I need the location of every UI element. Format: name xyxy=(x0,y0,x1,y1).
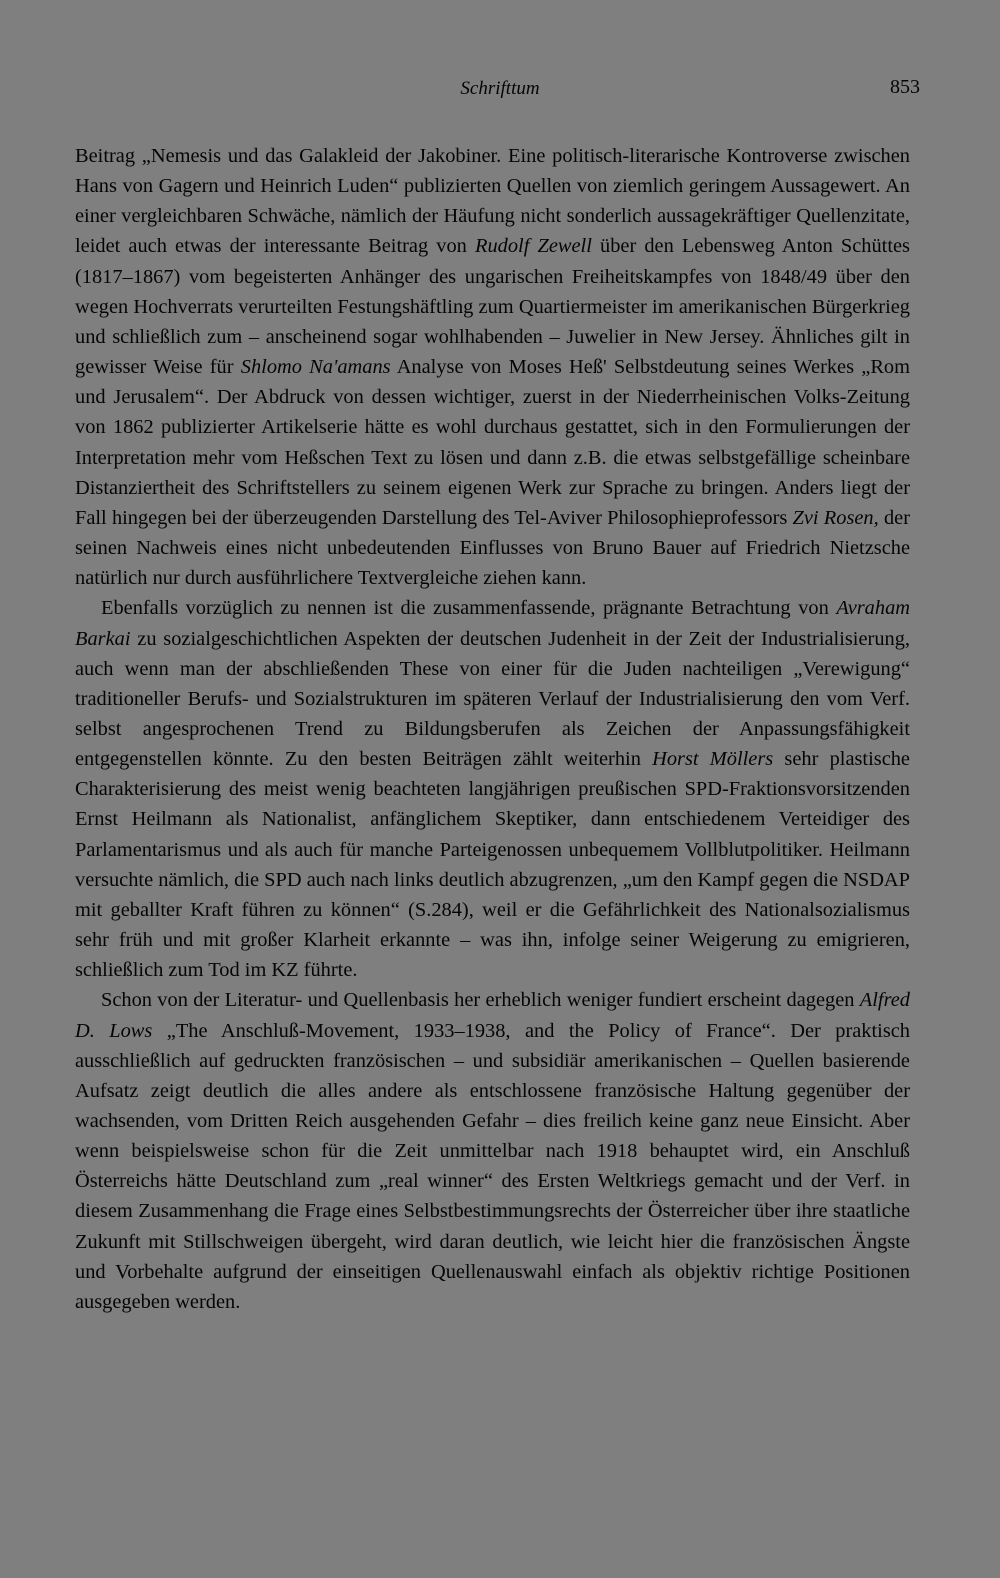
author-name: Rudolf Zewell xyxy=(475,235,592,258)
author-name: Shlomo Na'amans xyxy=(240,356,391,379)
running-head-title: Schrifttum xyxy=(460,78,540,99)
author-name: Alfred D. Lows xyxy=(75,989,910,1042)
running-head xyxy=(0,76,1000,106)
paragraph: Schon von der Literatur- und Quellenbasis her erheblich weniger fundiert erscheint dagegen Alfred D. Lows „The Anschluß-Movement, 1933–1938, and the Policy of France“. Der praktisch ausschließlich auf gedruckten französischen – und subsidiär amerikanischen – Quellen basierende Aufsatz zeigt deutlich die alles andere als entschlossene französische Haltung gegenüber der wachsenden, vom Dritten Reich ausgehenden Gefahr – dies freilich keine ganz neue Einsicht. Aber wenn beispielsweise schon für die Zeit unmittelbar nach 1918 behauptet wird, ein Anschluß Österreichs hätte Deutschland zum „real winner“ des Ersten Weltkriegs gemacht und der Verf. in diesem Zusammenhang die Frage eines Selbstbestimmungsrechts der Österreicher über ihre staatliche Zukunft mit Stillschweigen übergeht, wird daran deutlich, wie leicht hier die französischen Ängste und Vorbehalte aufgrund der einseitigen Quellenauswahl einfach als objektiv richtige Positionen ausgegeben werden. xyxy=(75,989,910,1313)
body-text xyxy=(75,141,910,1317)
author-name: Horst Möllers xyxy=(652,748,774,771)
page-number: 853 xyxy=(890,76,920,98)
author-name: Avraham Barkai xyxy=(75,597,910,650)
author-name: Zvi Rosen, xyxy=(792,506,879,529)
paragraph: Ebenfalls vorzüglich zu nennen ist die zusammenfassende, prägnante Betrachtung von Avraham Barkai zu sozialgeschichtlichen Aspekten der deutschen Judenheit in der Zeit der Industrialisierung, auch wenn man der abschließenden These von einer für die Juden nachteiligen „Verewigung“ traditioneller Berufs- und Sozialstrukturen im späteren Verlauf der Industrialisierung den vom Verf. selbst angesprochenen Trend zu Bildungsberufen als Zeichen der Anpassungsfähigkeit entgegenstellen könnte. Zu den besten Beiträgen zählt weiterhin Horst Möllers sehr plastische Charakterisierung des meist wenig beachteten langjährigen preußischen SPD-Fraktionsvorsitzenden Ernst Heilmann als Nationalist, anfänglichem Skeptiker, dann entschiedenem Verteidiger des Parlamentarismus und als auch für manche Parteigenossen unbequemem Vollblutpolitiker. Heilmann versuchte nämlich, die SPD auch nach links deutlich abzugrenzen, „um den Kampf gegen die NSDAP mit geballter Kraft führen zu können“ (S.284), weil er die Gefährlichkeit des Nationalsozialismus sehr früh und mit großer Klarheit erkannte – was ihn, infolge seiner Weigerung zu emigrieren, schließlich zum Tod im KZ führte. xyxy=(75,597,910,982)
paragraph: Beitrag „Nemesis und das Galakleid der Jakobiner. Eine politisch-literarische Kontroverse zwischen Hans von Gagern und Heinrich Luden“ publizierten Quellen von ziemlich geringem Aussagewert. An einer vergleichbaren Schwäche, nämlich der Häufung nicht sonderlich aussagekräftiger Quellenzitate, leidet auch etwas der interessante Beitrag von Rudolf Zewell über den Lebensweg Anton Schüttes (1817–1867) vom begeisterten Anhänger des ungarischen Freiheitskampfes von 1848/49 über den wegen Hochverrats verurteilten Festungshäftling zum Quartiermeister im amerikanischen Bürgerkrieg und schließlich zum – anscheinend sogar wohlhabenden – Juwelier in New Jersey. Ähnliches gilt in gewisser Weise für Shlomo Na'amans Analyse von Moses Heß' Selbstdeutung seines Werkes „Rom und Jerusalem“. Der Abdruck von dessen wichtiger, zuerst in der Niederrheinischen Volks-Zeitung von 1862 publizierter Artikelserie hätte es wohl durchaus gestattet, sich in den Formulierungen der Interpretation mehr vom Heßschen Text zu lösen und dann z.B. die etwas selbstgefällige scheinbare Distanziertheit des Schriftstellers zu seinem eigenen Werk zur Sprache zu bringen. Anders liegt der Fall hingegen bei der überzeugenden Darstellung des Tel-Aviver Philosophieprofessors Zvi Rosen, der seinen Nachweis eines nicht unbedeutenden Einflusses von Bruno Bauer auf Friedrich Nietzsche natürlich nur durch ausführlichere Textvergleiche ziehen kann. xyxy=(75,145,910,590)
